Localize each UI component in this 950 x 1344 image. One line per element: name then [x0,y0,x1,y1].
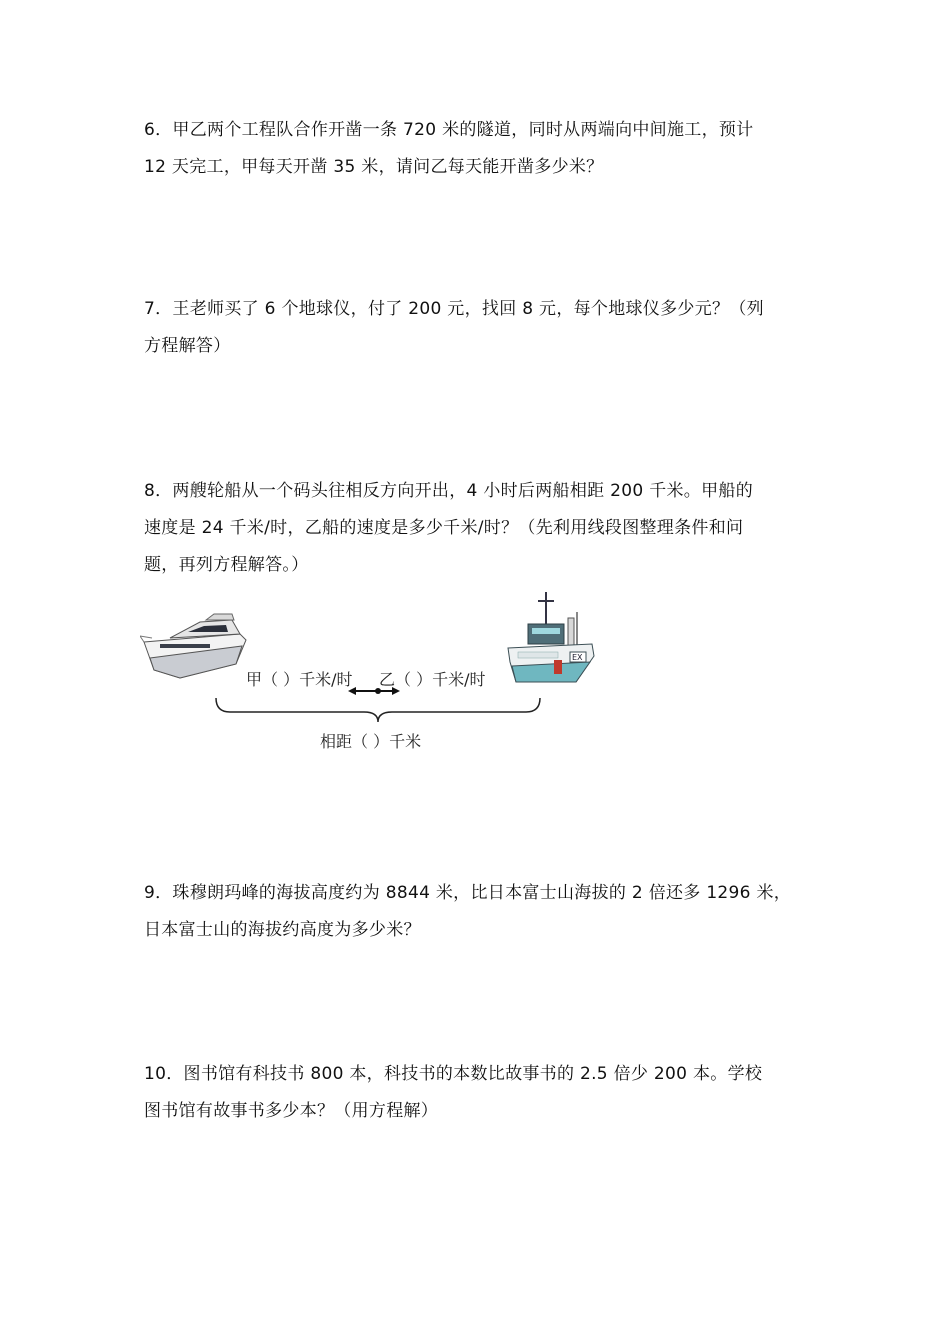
question-8-line-3: 题，再列方程解答。） [144,555,309,575]
question-8-line-2: 速度是 24 千米/时，乙船的速度是多少千米/时？（先利用线段图整理条件和问 [144,518,744,538]
question-8-line-1: 8．两艘轮船从一个码头往相反方向开出，4 小时后两船相距 200 千米。甲船的 [144,481,753,501]
line-segment-diagram [140,582,610,762]
question-10 [144,1056,814,1130]
question-7-line-2: 方程解答） [144,336,231,356]
yacht-image [140,614,246,678]
question-7 [144,291,814,365]
question-8 [144,473,814,584]
question-10-line-1: 10．图书馆有科技书 800 本，科技书的本数比故事书的 2.5 倍少 200 本。学校 [144,1064,763,1084]
distance-brace [216,698,540,722]
ship-marking-text: EX [572,653,583,662]
question-10-line-2: 图书馆有故事书多少本？（用方程解） [144,1101,439,1121]
speed-label-yi: 乙（ ）千米/时 [379,670,486,689]
question-9-line-2: 日本富士山的海拔约高度为多少米？ [144,920,421,940]
question-7-line-1: 7．王老师买了 6 个地球仪，付了 200 元，找回 8 元，每个地球仪多少元？（列 [144,299,764,319]
question-6-line-2: 12 天完工，甲每天开凿 35 米，请问乙每天能开凿多少米？ [144,157,604,177]
question-9-line-1: 9．珠穆朗玛峰的海拔高度约为 8844 米，比日本富士山海拔的 2 倍还多 1296 米， [144,883,792,903]
speed-label-jia: 甲（ ）千米/时 [246,670,353,689]
question-6-line-1: 6．甲乙两个工程队合作开凿一条 720 米的隧道，同时从两端向中间施工，预计 [144,120,754,140]
ship-image [508,592,594,682]
question-6 [144,112,814,186]
distance-label: 相距（ ）千米 [320,732,422,751]
question-9 [144,875,814,949]
